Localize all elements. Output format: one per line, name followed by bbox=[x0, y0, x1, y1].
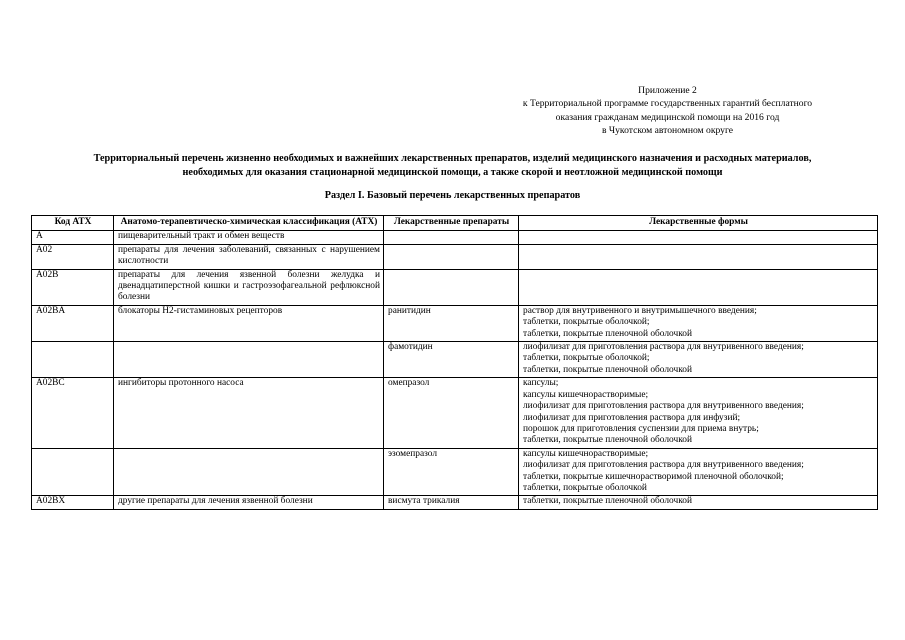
header-drug: Лекарственные препараты bbox=[384, 216, 519, 231]
cell-atc-code: A02BA bbox=[32, 305, 114, 341]
appendix-header bbox=[470, 84, 865, 137]
form-line: таблетки, покрытые пленочной оболочкой bbox=[523, 435, 692, 446]
cell-drug: ранитидин bbox=[384, 305, 519, 341]
title-line-2: необходимых для оказания стационарной медицинской помощи, а также скорой и неотложной медицинской помощи bbox=[182, 166, 723, 178]
cell-atc-code bbox=[32, 448, 114, 496]
form-line: капсулы кишечнорастворимые; bbox=[523, 389, 649, 400]
table-body bbox=[32, 231, 878, 509]
form-line: лиофилизат для приготовления раствора для внутривенного введения; bbox=[523, 401, 804, 412]
cell-forms bbox=[519, 378, 878, 448]
header-code: Код АТХ bbox=[32, 216, 114, 231]
cell-drug: висмута трикалия bbox=[384, 496, 519, 509]
cell-forms bbox=[519, 342, 878, 378]
cell-classification: другие препараты для лечения язвенной болезни bbox=[114, 496, 384, 509]
form-line: таблетки, покрытые пленочной оболочкой bbox=[523, 496, 692, 507]
cell-classification: блокаторы H2-гистаминовых рецепторов bbox=[114, 305, 384, 341]
cell-classification: препараты для лечения заболеваний, связанных с нарушением кислотности bbox=[114, 244, 384, 269]
appendix-line-3: оказания гражданам медицинской помощи на 2016 год bbox=[555, 111, 780, 123]
cell-forms bbox=[519, 496, 878, 509]
cell-drug bbox=[384, 231, 519, 244]
appendix-line-4: в Чукотском автономном округе bbox=[601, 124, 734, 136]
cell-atc-code: A02BC bbox=[32, 378, 114, 448]
cell-drug: фамотидин bbox=[384, 342, 519, 378]
form-line: лиофилизат для приготовления раствора для инфузий; bbox=[523, 412, 741, 423]
table-row bbox=[32, 342, 878, 378]
cell-classification bbox=[114, 448, 384, 496]
cell-forms bbox=[519, 231, 878, 244]
form-line: капсулы кишечнорастворимые; bbox=[523, 448, 649, 459]
table-row bbox=[32, 448, 878, 496]
form-line: порошок для приготовления суспензии для приема внутрь; bbox=[523, 423, 759, 434]
cell-forms bbox=[519, 269, 878, 305]
appendix-line-2: к Территориальной программе государственных гарантий бесплатного bbox=[522, 98, 813, 110]
form-line: лиофилизат для приготовления раствора для внутривенного введения; bbox=[523, 342, 804, 353]
form-line: таблетки, покрытые кишечнорастворимой пленочной оболочкой; bbox=[523, 471, 784, 482]
cell-classification: ингибиторы протонного насоса bbox=[114, 378, 384, 448]
table-row bbox=[32, 244, 878, 269]
header-classification: Анатомо-терапевтическо-химическая классификация (АТХ) bbox=[114, 216, 384, 231]
title-line-1: Территориальный перечень жизненно необходимых и важнейших лекарственных препаратов, изделий медицинского назначения и расходных материалов, bbox=[93, 153, 812, 164]
cell-classification bbox=[114, 342, 384, 378]
form-line: лиофилизат для приготовления раствора для внутривенного введения; bbox=[523, 460, 804, 471]
cell-forms bbox=[519, 244, 878, 269]
table-row bbox=[32, 269, 878, 305]
table-header-row bbox=[32, 216, 878, 231]
cell-classification: пищеварительный тракт и обмен веществ bbox=[114, 231, 384, 244]
cell-atc-code: A02B bbox=[32, 269, 114, 305]
table-row bbox=[32, 231, 878, 244]
cell-drug: эзомепразол bbox=[384, 448, 519, 496]
cell-atc-code bbox=[32, 342, 114, 378]
cell-drug: омепразол bbox=[384, 378, 519, 448]
cell-drug bbox=[384, 244, 519, 269]
form-line: таблетки, покрытые оболочкой; bbox=[523, 353, 650, 364]
cell-atc-code: A bbox=[32, 231, 114, 244]
form-line: таблетки, покрытые оболочкой bbox=[523, 482, 647, 493]
document-title bbox=[20, 152, 885, 179]
drug-table bbox=[31, 215, 878, 510]
cell-classification: препараты для лечения язвенной болезни желудка и двенадцатиперстной кишки и гастроэзофагеальной рефлюксной болезни bbox=[114, 269, 384, 305]
table-row bbox=[32, 305, 878, 341]
appendix-line-1: Приложение 2 bbox=[638, 85, 697, 96]
form-line: таблетки, покрытые пленочной оболочкой bbox=[523, 364, 692, 375]
header-forms: Лекарственные формы bbox=[519, 216, 878, 231]
cell-drug bbox=[384, 269, 519, 305]
cell-forms bbox=[519, 448, 878, 496]
cell-atc-code: A02 bbox=[32, 244, 114, 269]
form-line: капсулы; bbox=[523, 378, 559, 389]
table-row bbox=[32, 496, 878, 509]
form-line: таблетки, покрытые пленочной оболочкой bbox=[523, 328, 692, 339]
form-line: таблетки, покрытые оболочкой; bbox=[523, 317, 650, 328]
table-row bbox=[32, 378, 878, 448]
section-heading: Раздел I. Базовый перечень лекарственных препаратов bbox=[324, 190, 581, 201]
cell-forms bbox=[519, 305, 878, 341]
form-line: раствор для внутривенного и внутримышечного введения; bbox=[523, 305, 757, 316]
cell-atc-code: A02BX bbox=[32, 496, 114, 509]
